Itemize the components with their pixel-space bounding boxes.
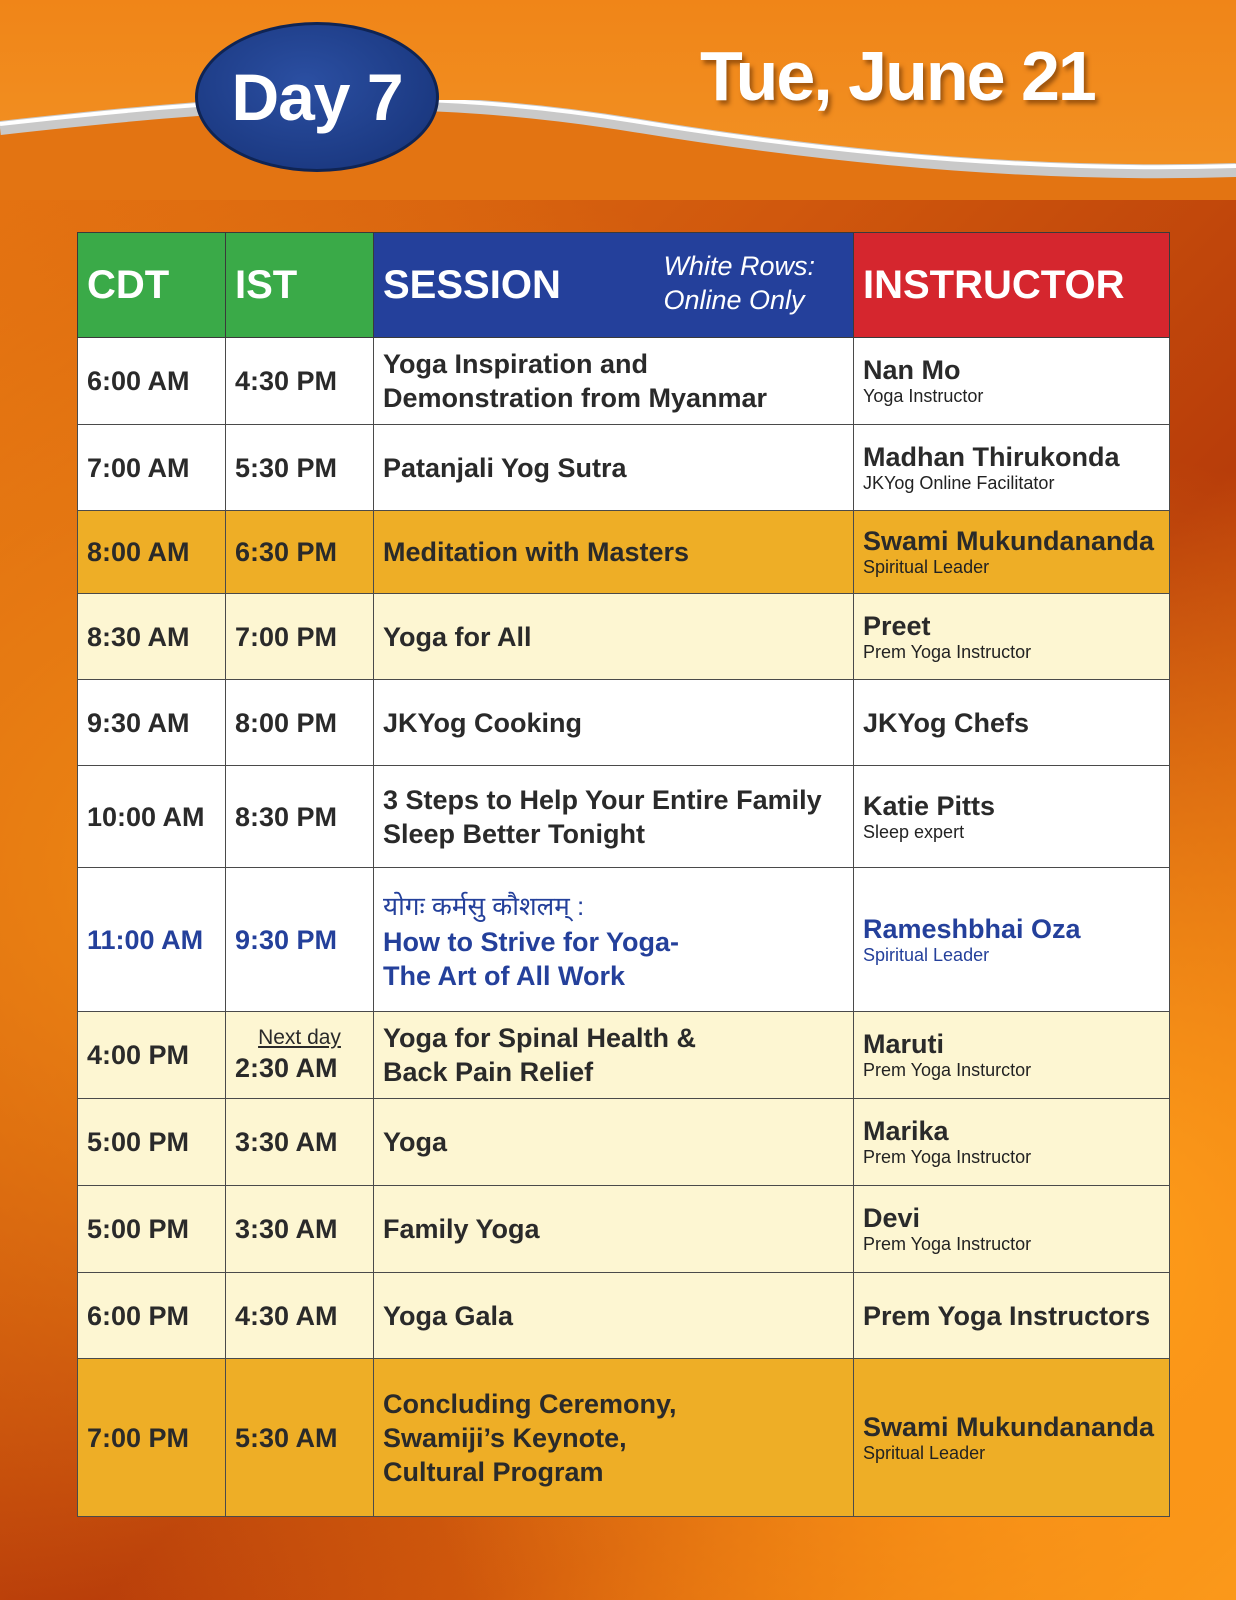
session-title: Meditation with Masters xyxy=(374,511,854,594)
instructor-name: JKYog Chefs xyxy=(863,707,1030,738)
session-title xyxy=(374,1012,854,1099)
table-row xyxy=(78,680,1170,766)
instructor-name: Madhan Thirukonda xyxy=(863,441,1120,472)
instructor-name: Swami Mukundananda xyxy=(863,1411,1155,1442)
ist-time: 3:30 AM xyxy=(226,1099,374,1186)
session-line: Swamiji’s Keynote, xyxy=(383,1422,627,1453)
ist-time: 8:00 PM xyxy=(226,680,374,766)
session-title: Family Yoga xyxy=(374,1186,854,1273)
session-title: Yoga xyxy=(374,1099,854,1186)
instructor-role: Yoga Instructor xyxy=(863,386,984,406)
ist-time: 2:30 AM xyxy=(235,1053,338,1083)
next-day-note: Next day xyxy=(258,1026,341,1049)
sanskrit-line: योगः कर्मसु कौशलम् : xyxy=(383,890,585,921)
session-line: How to Strive for Yoga- xyxy=(383,926,680,957)
cdt-time: 9:30 AM xyxy=(78,680,226,766)
instructor-name: Maruti xyxy=(863,1029,944,1059)
schedule-table xyxy=(77,232,1170,1517)
table-row xyxy=(78,594,1170,680)
instructor-name: Rameshbhai Oza xyxy=(863,913,1081,944)
session-header-label: SESSION xyxy=(383,263,561,307)
instructor-name: Katie Pitts xyxy=(863,790,996,821)
ist-time: 9:30 PM xyxy=(226,868,374,1012)
ist-time: 3:30 AM xyxy=(226,1186,374,1273)
session-title: Patanjali Yog Sutra xyxy=(374,425,854,511)
session-line: 3 Steps to Help Your Entire Family xyxy=(383,784,822,815)
instructor-cell xyxy=(854,1273,1170,1359)
ist-cell xyxy=(226,1012,374,1099)
instructor-cell xyxy=(854,1359,1170,1517)
online-only-note xyxy=(663,249,815,317)
instructor-role: Prem Yoga Instructor xyxy=(863,641,1032,662)
ist-time: 5:30 AM xyxy=(226,1359,374,1517)
instructor-name: Nan Mo xyxy=(863,355,961,385)
session-title: Yoga Gala xyxy=(374,1273,854,1359)
instructor-name: Marika xyxy=(863,1116,949,1146)
column-header-instructor: INSTRUCTOR xyxy=(854,233,1170,338)
table-row xyxy=(78,511,1170,594)
session-line: The Art of All Work xyxy=(383,960,625,991)
column-header-cdt: CDT xyxy=(78,233,226,338)
session-line: Yoga Inspiration and xyxy=(383,349,649,379)
cdt-time: 7:00 PM xyxy=(78,1359,226,1517)
table-row xyxy=(78,1186,1170,1273)
instructor-name: Prem Yoga Instructors xyxy=(863,1300,1151,1331)
ist-time: 4:30 PM xyxy=(226,338,374,425)
ist-time: 7:00 PM xyxy=(226,594,374,680)
session-title xyxy=(374,766,854,868)
ist-time: 8:30 PM xyxy=(226,766,374,868)
table-row xyxy=(78,338,1170,425)
cdt-time: 8:30 AM xyxy=(78,594,226,680)
note-line-1: White Rows: xyxy=(663,251,815,281)
cdt-time: 5:00 PM xyxy=(78,1099,226,1186)
instructor-cell xyxy=(854,594,1170,680)
table-header-row xyxy=(78,233,1170,338)
cdt-time: 10:00 AM xyxy=(78,766,226,868)
instructor-role: Spiritual Leader xyxy=(863,557,990,577)
session-line: Yoga for Spinal Health & xyxy=(383,1023,697,1053)
session-title xyxy=(374,338,854,425)
instructor-role: Prem Yoga Instructor xyxy=(863,1147,1032,1167)
session-title xyxy=(374,1359,854,1517)
instructor-cell xyxy=(854,1012,1170,1099)
session-line: Back Pain Relief xyxy=(383,1057,594,1087)
session-title xyxy=(374,868,854,1012)
instructor-cell xyxy=(854,338,1170,425)
cdt-time: 8:00 AM xyxy=(78,511,226,594)
instructor-cell xyxy=(854,766,1170,868)
instructor-role: Spiritual Leader xyxy=(863,944,990,965)
cdt-time: 5:00 PM xyxy=(78,1186,226,1273)
cdt-time: 11:00 AM xyxy=(78,868,226,1012)
cdt-time: 6:00 PM xyxy=(78,1273,226,1359)
cdt-time: 4:00 PM xyxy=(78,1012,226,1099)
instructor-cell xyxy=(854,425,1170,511)
table-row xyxy=(78,425,1170,511)
instructor-role: Spritual Leader xyxy=(863,1442,986,1463)
session-title: Yoga for All xyxy=(374,594,854,680)
table-row xyxy=(78,868,1170,1012)
instructor-name: Devi xyxy=(863,1203,921,1233)
instructor-role: Sleep expert xyxy=(863,821,965,842)
session-line: Demonstration from Myanmar xyxy=(383,383,768,413)
table-row xyxy=(78,1099,1170,1186)
session-line: Sleep Better Tonight xyxy=(383,818,646,849)
instructor-cell xyxy=(854,868,1170,1012)
table-row xyxy=(78,766,1170,868)
instructor-cell xyxy=(854,1099,1170,1186)
ist-time: 6:30 PM xyxy=(226,511,374,594)
instructor-cell xyxy=(854,511,1170,594)
instructor-name: Preet xyxy=(863,610,931,641)
note-line-2: Online Only xyxy=(663,285,805,315)
session-title: JKYog Cooking xyxy=(374,680,854,766)
instructor-cell xyxy=(854,1186,1170,1273)
day-badge: Day 7 xyxy=(195,22,439,172)
cdt-time: 6:00 AM xyxy=(78,338,226,425)
table-row xyxy=(78,1273,1170,1359)
instructor-name: Swami Mukundananda xyxy=(863,526,1155,556)
ist-time: 5:30 PM xyxy=(226,425,374,511)
session-line: Cultural Program xyxy=(383,1456,604,1487)
table-row xyxy=(78,1012,1170,1099)
column-header-session xyxy=(374,233,854,338)
cdt-time: 7:00 AM xyxy=(78,425,226,511)
instructor-role: Prem Yoga Instructor xyxy=(863,1234,1032,1254)
column-header-ist: IST xyxy=(226,233,374,338)
session-line: Concluding Ceremony, xyxy=(383,1388,677,1419)
instructor-cell xyxy=(854,680,1170,766)
table-row xyxy=(78,1359,1170,1517)
date-title: Tue, June 21 xyxy=(700,37,1095,115)
instructor-role: Prem Yoga Insturctor xyxy=(863,1060,1032,1080)
instructor-role: JKYog Online Facilitator xyxy=(863,472,1055,493)
ist-time: 4:30 AM xyxy=(226,1273,374,1359)
